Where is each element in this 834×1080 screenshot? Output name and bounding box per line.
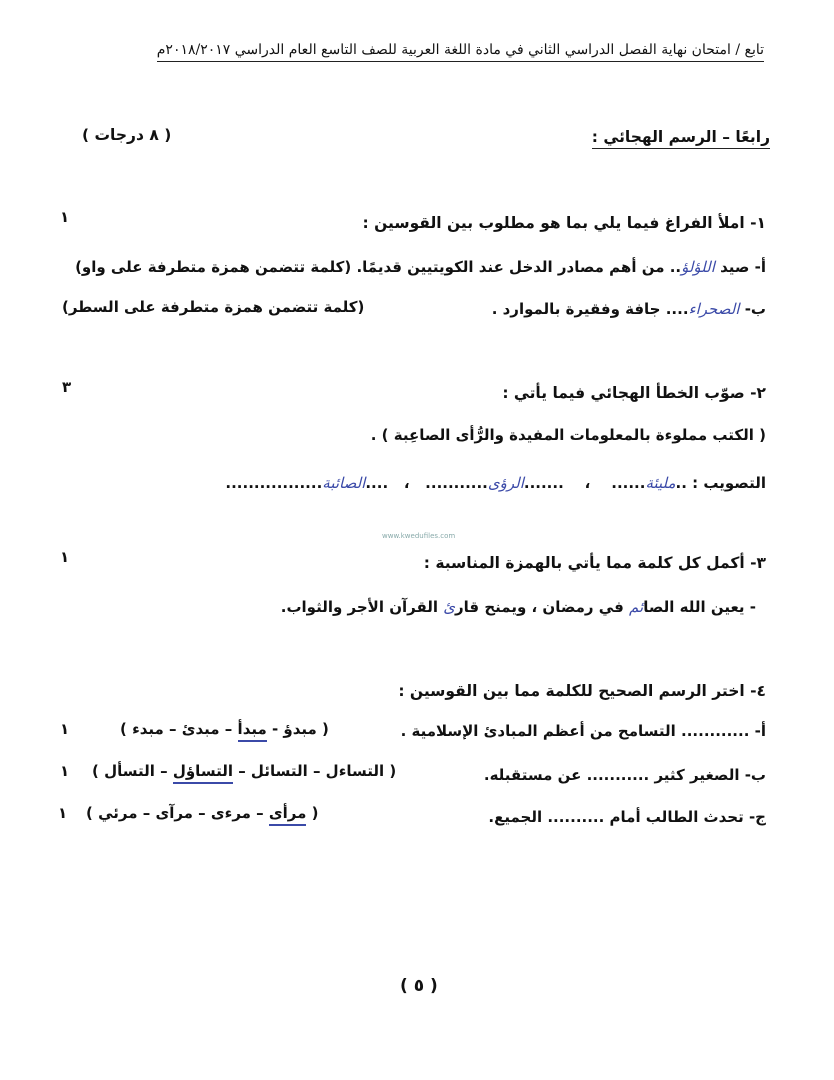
section-marks: ( ٨ درجات ) [82,126,172,144]
q2-separator-1: ، [584,474,591,492]
q3-hand-answer-1: ئم [629,598,644,616]
q1-b-handwritten-answer: الصحراء [688,300,740,318]
q2-sentence: ( الكتب مملوءة بالمعلومات المفيدة والرُّأى الصاعِبة ) . [370,426,766,444]
q4-a-correct-option: مبدأ [238,720,267,742]
q3-score: ١ [60,548,70,566]
q3-part-2: في رمضان ، ويمنح قار [455,598,624,616]
q4-a-score: ١ [60,720,70,738]
q4-c-options-post: – مرءى – مرآى – مرئي ) [86,804,269,822]
q1-item-b [492,300,766,318]
q4-item-a-options [120,720,329,738]
q4-item-a-stem: أ- ............ التسامح من أعظم المبادئ الإسلامية . [400,722,766,740]
q2-answer-3: الصائبة [322,474,366,492]
q2-answer-1: مليئة [645,474,676,492]
q1-b-hint: (كلمة تتضمن همزة متطرفة على السطر) [62,298,365,316]
q1-a-after: .. من أهم مصادر الدخل عند الكويتيين قديمًا. (كلمة تتضمن همزة متطرفة على واو) [75,258,682,276]
q1-prompt: ١- املأ الفراغ فيما يلي بما هو مطلوب بين القوسين : [362,214,766,232]
q4-b-correct-option: التساؤل [173,762,233,784]
q2-correction-label: التصويب : [692,474,766,492]
q4-item-b-options [92,762,396,780]
q2-score: ٣ [62,378,72,396]
q4-prompt: ٤- اختر الرسم الصحيح للكلمة مما بين القوسين : [398,682,766,700]
q4-a-options-post: – مبدئ – مبدء ) [120,720,238,738]
q4-b-options-post: – التسأل ) [92,762,173,780]
q2-separator-2: ، [403,474,410,492]
q1-score: ١ [60,208,70,226]
q4-b-score: ١ [60,762,70,780]
section-title-text: رابعًا – الرسم الهجائي : [592,128,770,149]
q2-answer-2: الرؤى [487,474,524,492]
q3-hand-answer-2: ئ [443,598,456,616]
q4-b-options-pre: ( التساءل – التسائل – [232,762,397,780]
q1-b-after: .... جافة وفقيرة بالموارد . [491,300,689,318]
q4-a-options-pre: ( مبدؤ - [266,720,329,738]
q3-part-1: - يعين الله الصا [643,598,756,616]
q4-c-score: ١ [58,804,68,822]
q4-item-c-stem: ج- تحدث الطالب أمام .......... الجميع. [488,808,766,826]
q1-a-handwritten-answer: اللؤلؤ [681,258,715,276]
q1-b-before: ب- [744,300,766,318]
q3-prompt: ٣- أكمل كل كلمة مما يأتي بالهمزة المناسبة : [423,554,766,572]
q2-prompt: ٢- صوّب الخطأ الهجائي فيما يأتي : [502,384,766,402]
q4-item-b-stem: ب- الصغير كثير ........... عن مستقبله. [483,766,766,784]
q2-correction-line: التصويب : ..مليئة...... ، .......الرؤى........... ، ....الصائبة................. [225,474,766,492]
q3-part-3: القرآن الأجر والثواب. [280,598,439,616]
q4-c-options-pre: ( [306,804,319,822]
section-title [592,128,770,146]
q4-c-correct-option: مرأى [269,804,307,826]
exam-header: تابع / امتحان نهاية الفصل الدراسي الثاني في مادة اللغة العربية للصف التاسع العام الدراسي ٢٠١٨/٢٠١٧م [157,42,764,62]
q1-a-before: أ- صيد [720,258,766,276]
watermark: www.kwedufiles.com [382,532,456,540]
page-number: ( ٥ ) [400,976,438,996]
q3-sentence [281,598,756,616]
q1-item-a [75,258,766,276]
q4-item-c-options [86,804,318,822]
